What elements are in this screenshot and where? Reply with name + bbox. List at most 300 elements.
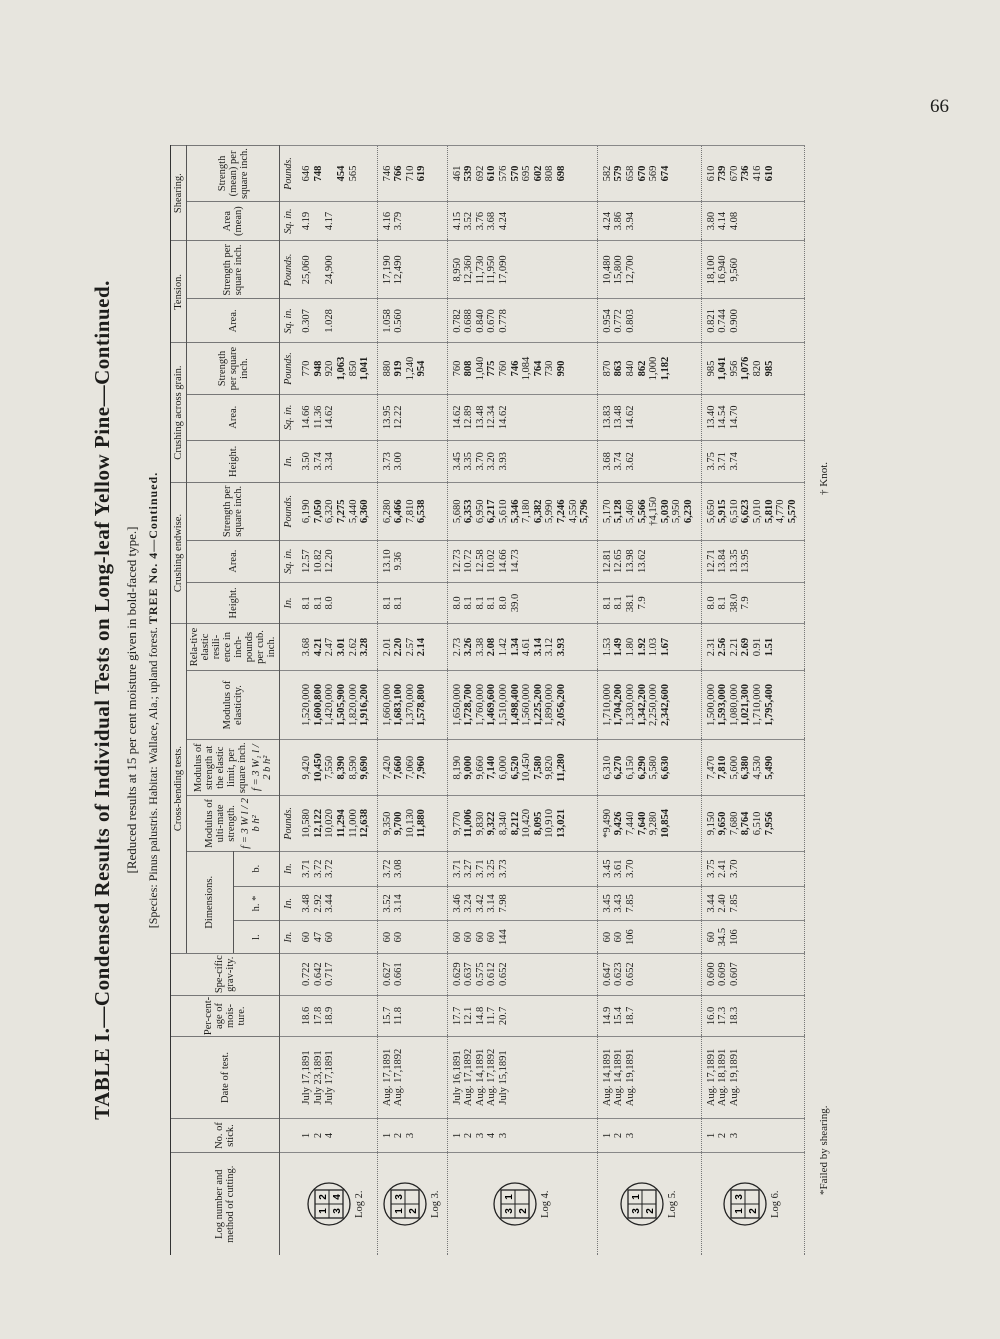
col-crushing-across: Crushing across grain. bbox=[171, 343, 187, 482]
modulus-elasticity-value: 2,056,200 bbox=[556, 684, 568, 727]
ce-strength-value: 5,346 bbox=[509, 499, 521, 524]
ce-strength-value: 5,570 bbox=[786, 499, 798, 524]
resilience-value: 1.42 bbox=[498, 637, 510, 657]
shear-strength-value: 416 bbox=[751, 165, 763, 182]
ca-area bbox=[597, 394, 701, 440]
stick-number-label: 1 bbox=[734, 1208, 746, 1214]
ce-height-value: 8.1 bbox=[393, 596, 405, 610]
modulus-elasticity-value: 1,704,200 bbox=[613, 684, 625, 727]
unit-tension-strength: Pounds. bbox=[280, 241, 298, 299]
modulus-elasticity bbox=[597, 670, 701, 740]
ca-height-value: 3.62 bbox=[625, 452, 637, 471]
resilience-value: 1.67 bbox=[659, 637, 671, 657]
ca-strength-value: 862 bbox=[636, 360, 648, 377]
stick-number bbox=[597, 1118, 701, 1153]
ca-strength-value: 1,063 bbox=[335, 356, 347, 381]
ce-area-value: 12.65 bbox=[613, 549, 625, 573]
modulus-elastic-limit-value: 6,380 bbox=[740, 755, 752, 780]
modulus-ultimate-value: 8,340 bbox=[498, 811, 510, 836]
resilience-value: 3.68 bbox=[301, 637, 313, 657]
dim-b-value: 3.25 bbox=[486, 859, 498, 878]
modulus-elasticity-value: 2,250,000 bbox=[648, 684, 660, 727]
resilience bbox=[297, 624, 377, 670]
stick-number-value: 1 bbox=[301, 1132, 313, 1139]
ce-strength-value: 6,623 bbox=[740, 499, 752, 524]
ce-strength-value: 7,050 bbox=[312, 499, 324, 524]
moisture-value: 11.8 bbox=[393, 1006, 405, 1025]
modulus-ultimate-value: 13,021 bbox=[556, 808, 568, 838]
dim-b bbox=[701, 851, 805, 886]
ce-strength bbox=[447, 482, 597, 540]
ca-strength-value: 880 bbox=[381, 360, 393, 377]
dim-h-value: 3.44 bbox=[324, 894, 336, 913]
ce-strength-value: 5,440 bbox=[347, 499, 359, 524]
ce-area-value: 9.36 bbox=[393, 551, 405, 571]
shear-area bbox=[297, 201, 377, 240]
modulus-ultimate-value: *9,490 bbox=[601, 808, 613, 838]
dim-h-value: 3.46 bbox=[451, 894, 463, 913]
moisture-value: 20.7 bbox=[498, 1006, 510, 1026]
ca-strength bbox=[377, 343, 447, 394]
moisture-value: 12.1 bbox=[463, 1006, 475, 1026]
shear-strength-value: 539 bbox=[463, 165, 475, 182]
tension-strength-value: 25,060 bbox=[301, 255, 313, 285]
tension-strength-value: 12,490 bbox=[393, 255, 405, 285]
log-cutting-diagram bbox=[382, 1181, 428, 1227]
dim-l bbox=[701, 921, 805, 953]
ce-strength-value: 6,230 bbox=[682, 499, 694, 524]
stick-number-value: 3 bbox=[498, 1132, 510, 1139]
shear-strength bbox=[701, 146, 805, 202]
col-tension-area: Area. bbox=[187, 299, 280, 343]
specific-gravity bbox=[297, 953, 377, 995]
dim-b-value: 3.71 bbox=[474, 859, 486, 878]
shear-area-value: 3.86 bbox=[613, 211, 625, 231]
dim-b-value: 3.70 bbox=[728, 859, 740, 878]
shear-strength-value: 739 bbox=[717, 165, 729, 182]
ca-strength bbox=[297, 343, 377, 394]
ca-area-value: 12.22 bbox=[393, 405, 405, 430]
modulus-elasticity-value: 1,578,800 bbox=[416, 684, 428, 727]
log-group-row bbox=[297, 146, 377, 1256]
ce-area-value: 12.58 bbox=[474, 549, 486, 573]
modulus-elasticity-value: 1,660,000 bbox=[381, 684, 393, 727]
dim-h bbox=[297, 886, 377, 921]
resilience-value: 3.28 bbox=[359, 637, 371, 657]
ce-area bbox=[377, 540, 447, 582]
ce-strength-value: 7,246 bbox=[556, 499, 568, 524]
moisture bbox=[447, 995, 597, 1037]
unit-ce-height: In. bbox=[280, 582, 298, 624]
dim-l-value: 34.5 bbox=[717, 927, 729, 947]
ce-height-value: 8.1 bbox=[474, 596, 486, 610]
test-date-value: Aug. 19,1891 bbox=[728, 1048, 740, 1107]
specific-gravity-value: 0.652 bbox=[625, 962, 637, 987]
col-ce-height: Height. bbox=[187, 582, 280, 624]
specific-gravity bbox=[447, 953, 597, 995]
modulus-elasticity-value: 1,560,000 bbox=[521, 684, 533, 727]
modulus-elastic-limit-value: 5,600 bbox=[728, 755, 740, 780]
moisture-value: 17.8 bbox=[312, 1006, 324, 1026]
test-date-value: July 17,1891 bbox=[324, 1050, 336, 1105]
dim-b-value: 3.72 bbox=[381, 859, 393, 878]
specific-gravity bbox=[701, 953, 805, 995]
ce-strength-value: 6,510 bbox=[728, 499, 740, 524]
modulus-elastic-limit-value: 6,290 bbox=[636, 755, 648, 780]
ca-strength-value: 730 bbox=[544, 360, 556, 377]
modulus-elasticity-value: 1,820,000 bbox=[347, 684, 359, 727]
shear-strength-value: 610 bbox=[705, 165, 717, 182]
ce-area bbox=[297, 540, 377, 582]
dim-l-value: 60 bbox=[463, 931, 475, 943]
ce-height-value: 8.0 bbox=[705, 596, 717, 610]
modulus-elasticity bbox=[297, 670, 377, 740]
resilience-value: 2.57 bbox=[404, 637, 416, 657]
col-shear-area: Area (mean) bbox=[187, 201, 280, 240]
resilience-value: 2.56 bbox=[717, 637, 729, 657]
tension-area bbox=[701, 299, 805, 343]
dim-l-value: 47 bbox=[312, 931, 324, 943]
col-ce-strength: Strength per square inch. bbox=[187, 482, 280, 540]
dim-b-value: 3.71 bbox=[451, 859, 463, 878]
test-date-value: July 16,1891 bbox=[451, 1050, 463, 1105]
col-cross-bending: Cross-bending tests. bbox=[171, 624, 187, 954]
modulus-elastic-limit-value: 9,420 bbox=[301, 755, 313, 780]
modulus-ultimate-value: 8,212 bbox=[509, 811, 521, 836]
ce-area-value: 12.81 bbox=[601, 549, 613, 573]
ca-strength-value: 954 bbox=[416, 360, 428, 377]
modulus-elastic-limit-value: 7,580 bbox=[532, 755, 544, 780]
modulus-elastic-limit bbox=[297, 740, 377, 796]
moisture bbox=[597, 995, 701, 1037]
tension-strength bbox=[297, 241, 377, 299]
shear-strength-value: 695 bbox=[521, 165, 533, 182]
dim-h-value: 7.85 bbox=[625, 894, 637, 913]
log-group-row bbox=[701, 146, 805, 1256]
ca-area-value: 12.34 bbox=[486, 405, 498, 430]
tension-area-value: 0.307 bbox=[301, 309, 313, 333]
test-date-value: Aug. 14,1891 bbox=[601, 1048, 613, 1107]
modulus-elastic-limit-value: 6,270 bbox=[613, 755, 625, 780]
species-text: [Species: Pinus palustris. Habitat: Wallace, Ala.; upland forest. bbox=[146, 627, 160, 929]
ce-area-value: 14.66 bbox=[498, 549, 510, 573]
modulus-ultimate-label: Modulus of ulti-mate strength. bbox=[204, 799, 238, 848]
ca-strength-value: 1,041 bbox=[717, 356, 729, 381]
ca-height-value: 3.74 bbox=[728, 452, 740, 471]
ca-strength-value: 919 bbox=[393, 360, 405, 377]
modulus-elastic-limit-value: 6,000 bbox=[498, 755, 510, 780]
tension-area-value: 0.954 bbox=[601, 309, 613, 333]
shear-strength-value: 766 bbox=[393, 165, 405, 182]
ca-strength-value: 1,240 bbox=[404, 356, 416, 381]
col-shearing: Shearing. bbox=[171, 146, 187, 241]
stick-number-value: 2 bbox=[312, 1132, 324, 1139]
dim-l-value: 60 bbox=[393, 931, 405, 943]
specific-gravity-value: 0.609 bbox=[717, 962, 729, 987]
modulus-elastic-limit-value: 7,060 bbox=[404, 755, 416, 780]
shear-area-value: 3.94 bbox=[625, 211, 637, 231]
modulus-elastic-limit-value: 10,450 bbox=[312, 753, 324, 783]
test-date-value: Aug. 14,1891 bbox=[474, 1048, 486, 1107]
ce-area-value: 13.62 bbox=[636, 549, 648, 573]
resilience-value: 0.91 bbox=[751, 637, 763, 657]
dim-b-value: 3.61 bbox=[613, 859, 625, 878]
log-cell bbox=[447, 1153, 597, 1255]
ca-height-value: 3.50 bbox=[301, 452, 313, 471]
tension-strength-value: 18,100 bbox=[705, 255, 717, 285]
modulus-ultimate-value: 10,020 bbox=[324, 808, 336, 838]
modulus-elastic-limit-value: 7,660 bbox=[393, 755, 405, 780]
modulus-elasticity-value: 1,890,000 bbox=[544, 684, 556, 727]
results-table bbox=[171, 145, 805, 1255]
modulus-ultimate bbox=[701, 796, 805, 852]
tension-area-value: 0.840 bbox=[474, 309, 486, 333]
ca-strength-value: 985 bbox=[763, 360, 775, 377]
dim-l bbox=[377, 921, 447, 953]
tension-area-value: 1.058 bbox=[381, 309, 393, 333]
specific-gravity-value: 0.623 bbox=[613, 962, 625, 987]
dim-h-value: 2.92 bbox=[312, 894, 324, 913]
ce-strength-value: 5,460 bbox=[625, 499, 637, 524]
modulus-elasticity-value: 1,683,100 bbox=[393, 684, 405, 727]
ca-area-value: 13.48 bbox=[613, 405, 625, 430]
specific-gravity bbox=[597, 953, 701, 995]
tension-area-value: 1.028 bbox=[324, 309, 336, 333]
tension-strength-value: 11,730 bbox=[474, 255, 486, 285]
shear-area-value: 4.19 bbox=[301, 211, 313, 231]
col-dim-b: b. bbox=[233, 851, 280, 886]
col-ce-area: Area. bbox=[187, 540, 280, 582]
modulus-elasticity bbox=[447, 670, 597, 740]
modulus-elastic-limit bbox=[597, 740, 701, 796]
log-group-row bbox=[447, 146, 597, 1256]
resilience-value: 2.73 bbox=[451, 637, 463, 657]
ce-strength-value: 5,990 bbox=[544, 499, 556, 524]
modulus-ultimate-value: 9,770 bbox=[451, 811, 463, 836]
tension-area-value bbox=[313, 300, 325, 341]
modulus-ultimate-value: 7,640 bbox=[636, 811, 648, 836]
col-dim-h: h. * bbox=[233, 886, 280, 921]
dim-h-value: 3.24 bbox=[463, 894, 475, 913]
col-dim-l: l. bbox=[233, 921, 280, 953]
log-cell bbox=[597, 1153, 701, 1255]
modulus-elasticity-value: 1,510,000 bbox=[498, 684, 510, 727]
dim-b-value: 3.75 bbox=[705, 859, 717, 878]
ca-strength-value: 850 bbox=[347, 360, 359, 377]
modulus-elastic-limit bbox=[377, 740, 447, 796]
table-body bbox=[280, 146, 805, 1256]
dim-b bbox=[447, 851, 597, 886]
dim-l-value: 106 bbox=[728, 929, 740, 945]
ca-area bbox=[701, 394, 805, 440]
ce-strength-value: †4,150 bbox=[648, 496, 660, 526]
ce-strength-value: 6,353 bbox=[463, 499, 475, 524]
unit-shear-area: Sq. in. bbox=[280, 201, 298, 240]
ca-area-value: 14.70 bbox=[728, 405, 740, 430]
modulus-elastic-limit-value: 10,450 bbox=[521, 753, 533, 783]
modulus-elastic-limit-value: 11,280 bbox=[556, 753, 568, 782]
modulus-elastic-limit-value: 7,960 bbox=[416, 755, 428, 780]
ce-strength-value: 5,796 bbox=[579, 499, 591, 524]
log-group-row bbox=[597, 146, 701, 1256]
ce-strength-value: 6,190 bbox=[301, 499, 313, 524]
stick-number-value: 4 bbox=[486, 1132, 498, 1139]
stick-number-value: 3 bbox=[404, 1132, 416, 1139]
ca-strength-value: 990 bbox=[556, 360, 568, 377]
modulus-elastic-limit-value: 7,140 bbox=[486, 755, 498, 780]
dim-l-value bbox=[405, 922, 417, 951]
table-subtitle: [Reduced results at 15 per cent moisture given in bold-faced type.] bbox=[124, 526, 139, 874]
ce-height bbox=[447, 582, 597, 624]
stick-number-value: 2 bbox=[463, 1132, 475, 1139]
resilience-value: 1.80 bbox=[625, 637, 637, 657]
ca-strength-value: 1,000 bbox=[648, 356, 660, 381]
ca-strength-value: 1,041 bbox=[359, 356, 371, 381]
ca-strength-value: 956 bbox=[728, 360, 740, 377]
ce-strength-value: 6,382 bbox=[532, 499, 544, 524]
modulus-ultimate-value: 9,350 bbox=[381, 811, 393, 836]
ce-strength-value: 4,770 bbox=[775, 499, 787, 524]
resilience-value: 3.01 bbox=[335, 637, 347, 657]
dim-l-value: 60 bbox=[381, 931, 393, 943]
test-date-value bbox=[405, 1038, 417, 1116]
resilience-value: 3.26 bbox=[463, 637, 475, 657]
dim-b bbox=[597, 851, 701, 886]
unit-mod: Pounds. bbox=[280, 796, 298, 852]
modulus-ultimate-value: 9,830 bbox=[474, 811, 486, 836]
tension-area bbox=[597, 299, 701, 343]
shear-strength bbox=[447, 146, 597, 202]
modulus-elasticity-value: 1,469,600 bbox=[486, 684, 498, 727]
unit-ce-area: Sq. in. bbox=[280, 540, 298, 582]
resilience-value: 1.51 bbox=[763, 637, 775, 657]
dim-l-value: 60 bbox=[474, 931, 486, 943]
shear-strength-value: 610 bbox=[763, 165, 775, 182]
stick-number bbox=[297, 1118, 377, 1153]
modulus-elastic-limit-value: 9,690 bbox=[359, 755, 371, 780]
tension-strength-value: 8,950 bbox=[451, 258, 463, 282]
ce-strength-value: 6,466 bbox=[393, 499, 405, 524]
log-label: Log 2. bbox=[354, 1190, 366, 1218]
stick-number-value: 3 bbox=[625, 1132, 637, 1139]
ce-area-value: 14.73 bbox=[509, 549, 521, 573]
log-label: Log 5. bbox=[666, 1190, 678, 1218]
shear-area-value: 4.17 bbox=[324, 211, 336, 231]
ca-area-value: 12.89 bbox=[463, 405, 475, 430]
moisture-value: 15.4 bbox=[613, 1006, 625, 1026]
dim-l bbox=[297, 921, 377, 953]
stick-number-value: 4 bbox=[324, 1132, 336, 1139]
ca-strength-value: 746 bbox=[509, 360, 521, 377]
modulus-elasticity-value: 1,080,000 bbox=[728, 684, 740, 727]
specific-gravity-value: 0.575 bbox=[474, 962, 486, 987]
ca-height-value: 3.20 bbox=[486, 452, 498, 471]
shear-strength-value: 579 bbox=[613, 165, 625, 182]
shear-strength bbox=[297, 146, 377, 202]
tension-area-value: 0.900 bbox=[728, 309, 740, 333]
rotated-table-page bbox=[90, 145, 910, 1255]
stick-number-label: 3 bbox=[332, 1208, 344, 1214]
moisture-value: 16.0 bbox=[705, 1006, 717, 1026]
modulus-ultimate-value: 9,280 bbox=[648, 811, 660, 836]
ca-height bbox=[701, 440, 805, 482]
tension-strength bbox=[377, 241, 447, 299]
ca-area-value: 14.66 bbox=[301, 405, 313, 430]
resilience bbox=[447, 624, 597, 670]
resilience-value: 2.31 bbox=[705, 637, 717, 657]
specific-gravity-value: 0.642 bbox=[312, 962, 324, 987]
modulus-ultimate-value: 9,150 bbox=[705, 811, 717, 836]
ca-strength-value: 1,182 bbox=[659, 356, 671, 381]
ce-height-value: 8.0 bbox=[451, 596, 463, 610]
modulus-elastic-limit-value: 4,530 bbox=[751, 755, 763, 780]
dim-h-value: 3.42 bbox=[474, 894, 486, 913]
modulus-ultimate-value: 7,440 bbox=[625, 811, 637, 836]
modulus-ultimate-value: 10,130 bbox=[404, 808, 416, 838]
ca-strength-value: 1,040 bbox=[474, 356, 486, 381]
moisture-value: 11.7 bbox=[486, 1006, 498, 1025]
shear-area-value: 3.79 bbox=[393, 211, 405, 231]
modulus-elasticity-value: 1,795,400 bbox=[763, 684, 775, 727]
specific-gravity-value: 0.722 bbox=[301, 962, 313, 987]
shear-area-value: 3.52 bbox=[463, 211, 475, 231]
col-tension: Tension. bbox=[171, 241, 187, 343]
shear-area bbox=[597, 201, 701, 240]
shear-area-value bbox=[405, 203, 417, 239]
shear-area bbox=[701, 201, 805, 240]
ce-strength bbox=[297, 482, 377, 540]
log-label: Log 4. bbox=[539, 1190, 551, 1218]
dim-b-value bbox=[405, 853, 417, 885]
ce-area-value: 13.10 bbox=[381, 549, 393, 573]
stick-number-label: 2 bbox=[748, 1208, 760, 1214]
dim-h-value: 3.14 bbox=[393, 894, 405, 913]
shear-area bbox=[447, 201, 597, 240]
modulus-elastic-limit-value: 8,590 bbox=[347, 755, 359, 780]
resilience-value: 2.21 bbox=[728, 637, 740, 657]
resilience-value: 3.12 bbox=[544, 637, 556, 657]
modulus-elastic-limit-value: 9,660 bbox=[474, 755, 486, 780]
modulus-ultimate-value: 10,420 bbox=[521, 808, 533, 838]
shear-area-value: 4.16 bbox=[381, 211, 393, 231]
stick-number-label: 1 bbox=[630, 1194, 642, 1200]
dim-l-value: 144 bbox=[498, 929, 510, 945]
dim-h bbox=[377, 886, 447, 921]
modulus-elasticity-value: 1,225,200 bbox=[532, 684, 544, 727]
ce-height-value: 8.1 bbox=[601, 596, 613, 610]
tension-area-value: 0.782 bbox=[451, 309, 463, 333]
ce-height bbox=[597, 582, 701, 624]
ce-strength-value: 7,810 bbox=[404, 499, 416, 524]
unit-ca-height: In. bbox=[280, 440, 298, 482]
ce-strength-value: 6,280 bbox=[381, 499, 393, 524]
col-stick: No. of stick. bbox=[171, 1118, 280, 1153]
dim-h-value: 3.45 bbox=[601, 894, 613, 913]
tension-strength-value: 10,480 bbox=[601, 255, 613, 285]
modulus-ultimate-value: 10,580 bbox=[301, 808, 313, 838]
ca-strength-value: 775 bbox=[486, 360, 498, 377]
ce-strength-value: 6,320 bbox=[324, 499, 336, 524]
ca-strength-value: 863 bbox=[613, 360, 625, 377]
stick-number-label: 2 bbox=[318, 1194, 330, 1200]
log-cutting-diagram bbox=[492, 1181, 538, 1227]
shear-strength-value: 610 bbox=[486, 165, 498, 182]
log-cutting-diagram bbox=[722, 1181, 768, 1227]
resilience-value: 2.47 bbox=[324, 637, 336, 657]
dim-b-value: 2.41 bbox=[717, 859, 729, 878]
modulus-elasticity bbox=[377, 670, 447, 740]
shear-strength-value: 746 bbox=[381, 165, 393, 182]
